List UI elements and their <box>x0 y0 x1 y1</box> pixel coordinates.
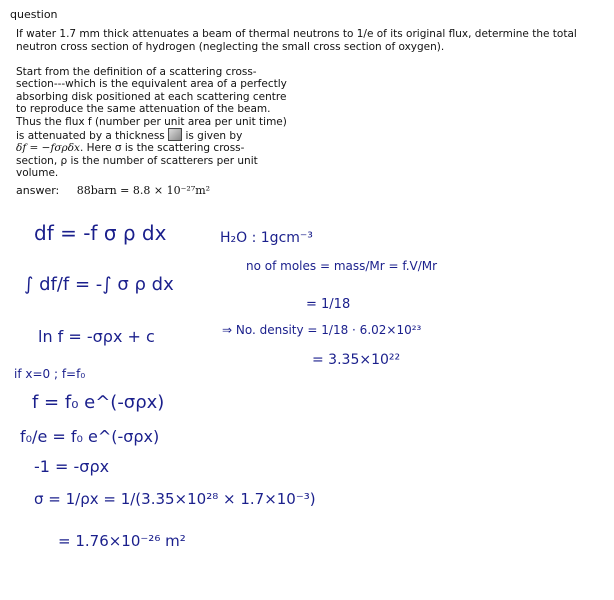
hw-right-line-4: ⇒ No. density = 1/18 · 6.02×10²³ <box>222 323 422 337</box>
explanation-line-8: section, ρ is the number of scatterers per unit <box>16 154 258 167</box>
hw-left-line-8: σ = 1/ρx = 1/(3.35×10²⁸ × 1.7×10⁻³) <box>34 490 316 508</box>
answer-row <box>16 184 210 197</box>
question-text: If water 1.7 mm thick attenuates a beam of thermal neutrons to 1/e of its original flux, determine the total neutron cross section of hydrogen (neglecting the small cross section of oxygen). <box>16 28 577 53</box>
explanation-line-6 <box>16 128 316 142</box>
question-label: question <box>10 8 58 21</box>
explanation-line-4: to reproduce the same attenuation of the beam. <box>16 103 271 116</box>
hw-left-line-2: ∫ df/f = -∫ σ ρ dx <box>24 274 174 295</box>
explanation-line-5: Thus the flux f (number per unit area per unit time) <box>16 115 287 128</box>
explanation-block <box>16 66 316 180</box>
explanation-line-1: Start from the definition of a scattering cross- <box>16 66 257 78</box>
flux-equation: δf = −fσρδx <box>16 142 80 155</box>
explanation-line-6-end: is given by <box>185 130 243 143</box>
explanation-line-9: volume. <box>16 167 59 180</box>
hw-right-line-2: no of moles = mass/Mr = f.V/Mr <box>246 259 438 273</box>
broken-image-icon <box>168 128 182 141</box>
answer-value: 88barn = 8.8 × 10⁻²⁷m² <box>76 184 211 197</box>
hw-left-line-6: f₀/e = f₀ e^(-σρx) <box>20 427 160 446</box>
answer-label: answer: <box>16 184 60 197</box>
hw-right-line-3: = 1/18 <box>306 297 351 312</box>
hw-left-line-3: ln f = -σρx + c <box>38 327 155 346</box>
hw-right-line-1: H₂O : 1gcm⁻³ <box>220 230 313 246</box>
explanation-line-6-start: is attenuated by a thickness <box>16 130 165 143</box>
hw-left-line-1: df = -f σ ρ dx <box>34 221 167 245</box>
hw-left-line-4: if x=0 ; f=f₀ <box>14 367 86 381</box>
hw-left-line-9: = 1.76×10⁻²⁶ m² <box>58 532 186 550</box>
explanation-line-2: section---which is the equivalent area of a perfectly <box>16 78 287 91</box>
handwritten-working <box>0 200 614 600</box>
hw-left-line-7: -1 = -σρx <box>34 457 110 476</box>
explanation-line-7 <box>16 142 316 154</box>
explanation-line-7-end: . Here σ is the scattering cross- <box>79 142 245 155</box>
hw-left-line-5: f = f₀ e^(-σρx) <box>32 392 165 413</box>
explanation-line-3: absorbing disk positioned at each scattering centre <box>16 90 287 103</box>
hw-right-line-5: = 3.35×10²² <box>312 352 401 368</box>
